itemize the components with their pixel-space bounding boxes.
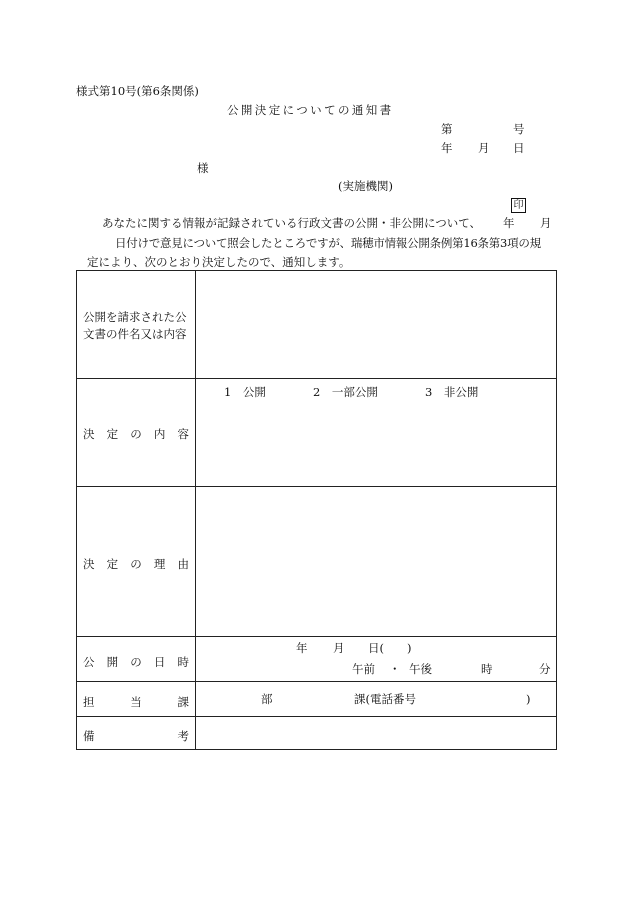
number-dai: 第 — [441, 122, 453, 136]
label-char: の — [130, 557, 142, 571]
label-char: 当 — [130, 695, 142, 709]
disclosure-datetime-value-cell[interactable] — [196, 637, 557, 682]
remarks-value-cell[interactable] — [196, 717, 557, 750]
table-row — [77, 379, 557, 487]
body-line-1-month: 月 — [540, 216, 552, 230]
body-line-1-year: 年 — [503, 216, 515, 230]
decision-content-label-cell — [77, 379, 196, 487]
form-number: 様式第10号(第6条関係) — [76, 84, 199, 98]
body-line-1: あなたに関する情報が記録されている行政文書の公開・非公開について、 — [102, 216, 482, 230]
body-line-2: 日付けで意見について照会したところですが、瑞穂市情報公開条例第16条第3項の規 — [115, 236, 541, 250]
remarks-label — [83, 728, 189, 744]
label-char: 考 — [177, 729, 189, 743]
agency-label: (実施機関) — [338, 179, 393, 193]
table-row — [77, 271, 557, 379]
section-phone-close: ) — [526, 692, 531, 706]
label-char: 容 — [177, 427, 189, 441]
table-row — [77, 717, 557, 750]
section-bu: 部 — [261, 692, 273, 706]
document-title: 公開決定についての通知書 — [227, 103, 394, 117]
label-char: の — [130, 427, 142, 441]
label-char: 決 — [83, 557, 95, 571]
label-char: 時 — [177, 655, 189, 669]
seal-mark — [511, 198, 526, 213]
decision-content-value-cell[interactable] — [196, 379, 557, 487]
option-disclose[interactable]: 1 公開 — [224, 385, 266, 399]
date-day: 日 — [513, 141, 525, 155]
decision-content-label — [83, 426, 189, 442]
body-line-3: 定により、次のとおり決定したので、通知します。 — [87, 255, 351, 269]
label-char: 理 — [153, 557, 166, 571]
datetime-hour: 時 — [481, 662, 493, 676]
label-char: 内 — [153, 427, 166, 441]
datetime-month: 月 — [333, 641, 345, 655]
subject-value-cell[interactable] — [196, 271, 557, 379]
datetime-day: 日( ) — [368, 641, 412, 655]
remarks-label-cell — [77, 717, 196, 750]
label-char: 開 — [106, 655, 119, 669]
disclosure-datetime-label-cell — [77, 637, 196, 682]
section-ka-phone: 課(電話番号 — [354, 692, 416, 706]
label-char: 担 — [83, 695, 95, 709]
decision-table — [76, 270, 557, 750]
subject-label: 公開を請求された公文書の件名又は内容 — [83, 310, 187, 342]
table-row — [77, 487, 557, 637]
label-char: 定 — [106, 557, 119, 571]
datetime-am[interactable]: 午前 — [352, 662, 375, 676]
datetime-year: 年 — [296, 641, 308, 655]
table-row — [77, 637, 557, 682]
date-month: 月 — [478, 141, 490, 155]
seal-icon: 印 — [511, 198, 526, 213]
datetime-separator: ・ — [389, 662, 401, 676]
label-char: 公 — [83, 655, 95, 669]
disclosure-datetime-label — [83, 654, 189, 670]
recipient-suffix: 様 — [197, 161, 209, 175]
datetime-minute: 分 — [539, 662, 551, 676]
date-year: 年 — [441, 141, 453, 155]
decision-reason-label-cell — [77, 487, 196, 637]
label-char: 日 — [153, 655, 166, 669]
responsible-section-value-cell[interactable] — [196, 682, 557, 717]
subject-label-cell — [77, 271, 196, 379]
responsible-section-label — [83, 694, 189, 710]
responsible-section-label-cell — [77, 682, 196, 717]
datetime-pm[interactable]: 午後 — [409, 662, 432, 676]
decision-reason-value-cell[interactable] — [196, 487, 557, 637]
table-row — [77, 682, 557, 717]
number-go: 号 — [513, 122, 525, 136]
label-char: 定 — [106, 427, 119, 441]
label-char: 課 — [177, 695, 189, 709]
option-partial-disclose[interactable]: 2 一部公開 — [313, 385, 378, 399]
option-nondisclose[interactable]: 3 非公開 — [425, 385, 479, 399]
label-char: 由 — [177, 557, 189, 571]
label-char: 備 — [83, 729, 95, 743]
label-char: 決 — [83, 427, 95, 441]
decision-reason-label — [83, 556, 189, 572]
label-char: の — [130, 655, 142, 669]
